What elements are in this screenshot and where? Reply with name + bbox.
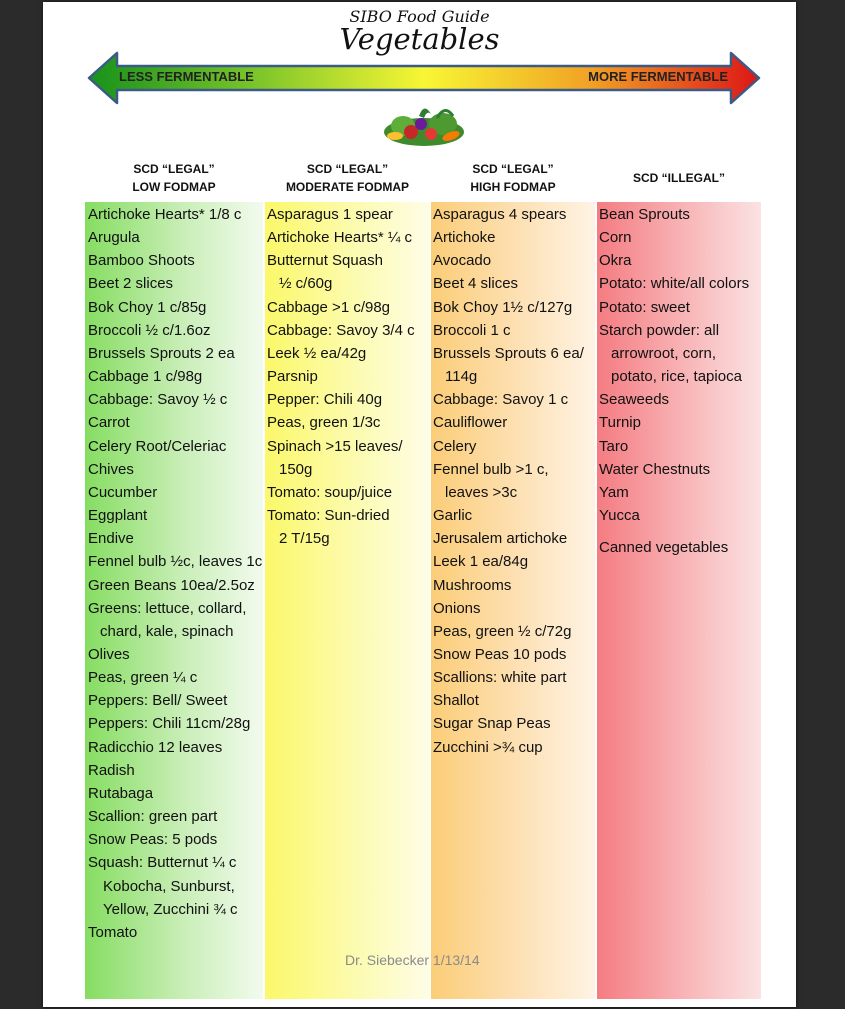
list-item: Onions — [433, 599, 481, 617]
list-item: Starch powder: all — [599, 321, 720, 339]
heading-line: LOW FODMAP — [132, 180, 216, 194]
list-item: Rutabaga — [88, 784, 154, 802]
list-item: Asparagus 1 spear — [267, 206, 393, 223]
author-credit: Dr. Siebecker 1/13/14 — [345, 952, 480, 968]
list-item: Artichoke — [433, 229, 496, 247]
list-item: Squash: Butternut ¼ c — [88, 854, 237, 872]
list-item: Pepper: Chili 40g — [267, 391, 383, 409]
list-item: Potato: sweet — [599, 298, 690, 316]
list-item: Seaweeds — [599, 391, 670, 409]
moderate-fodmap-heading — [265, 160, 430, 196]
list-item: Taro — [599, 437, 629, 455]
list-item: Snow Peas 10 pods — [433, 645, 567, 663]
list-item: Broccoli 1 c — [433, 321, 511, 339]
list-item: Artichoke Hearts* 1/8 c — [88, 206, 242, 223]
list-item: Cabbage: Savoy 3/4 c — [267, 321, 415, 339]
heading-line: SCD “ILLEGAL” — [633, 171, 725, 185]
list-item: Celery — [433, 437, 477, 455]
list-item: chard, kale, spinach — [100, 622, 234, 640]
list-item: Radicchio 12 leaves — [88, 738, 223, 756]
list-item: leaves >3c — [445, 483, 518, 501]
list-item: Brussels Sprouts 6 ea/ — [433, 344, 584, 362]
heading-line: MODERATE FODMAP — [285, 180, 410, 194]
list-item: Butternut Squash — [267, 252, 383, 270]
list-item: Yam — [599, 483, 629, 501]
list-item: Jerusalem artichoke — [433, 530, 568, 548]
list-item: Turnip — [599, 414, 641, 432]
list-item: Tomato — [88, 923, 138, 941]
list-item: potato, rice, tapioca — [611, 368, 742, 386]
heading-line: SCD “LEGAL” — [472, 162, 554, 176]
list-item: Artichoke Hearts* ¼ c — [267, 229, 413, 247]
list-item: Green Beans 10ea/2.5oz — [88, 576, 255, 594]
list-item: Cucumber — [88, 483, 158, 501]
vegetables-illustration-icon — [381, 98, 467, 150]
list-item: Avocado — [433, 252, 492, 270]
list-item: Snow Peas: 5 pods — [88, 831, 218, 849]
list-item: 114g — [445, 368, 478, 386]
list-item: Greens: lettuce, collard, — [88, 599, 247, 617]
list-item: Celery Root/Celeriac — [88, 437, 227, 455]
moderate-fodmap-list — [267, 203, 415, 550]
list-item: Tomato: soup/juice — [267, 483, 393, 501]
illegal-heading — [597, 169, 761, 187]
list-item: Peas, green 1/3c — [267, 414, 381, 432]
list-item: Brussels Sprouts 2 ea — [88, 344, 235, 362]
list-item: Olives — [88, 645, 130, 663]
list-item: Spinach >15 leaves/ — [267, 437, 403, 455]
list-item: Garlic — [433, 507, 473, 525]
list-item: Bean Sprouts — [599, 206, 690, 223]
list-item: Cabbage 1 c/98g — [88, 368, 203, 386]
list-item: Okra — [599, 252, 632, 270]
list-item: Peppers: Chili 11cm/28g — [88, 715, 251, 733]
list-item: Peas, green ¼ c — [88, 669, 198, 687]
list-item: Leek 1 ea/84g — [433, 553, 529, 571]
list-item: Shallot — [433, 692, 479, 710]
high-fodmap-heading — [431, 160, 595, 196]
list-item: Radish — [88, 761, 135, 779]
list-item: Cabbage: Savoy ½ c — [88, 391, 228, 409]
low-fodmap-list — [88, 203, 262, 944]
list-item: Arugula — [88, 229, 140, 247]
list-item: Corn — [599, 229, 632, 247]
list-item: Leek ½ ea/42g — [267, 344, 367, 362]
list-item: arrowroot, corn, — [611, 344, 717, 362]
list-item: Chives — [88, 460, 134, 478]
list-item: Cabbage: Savoy 1 c — [433, 391, 569, 409]
list-item: Carrot — [88, 414, 130, 432]
heading-line: HIGH FODMAP — [470, 180, 556, 194]
low-fodmap-heading — [85, 160, 263, 196]
list-item: ½ c/60g — [279, 275, 333, 293]
list-item: Peppers: Bell/ Sweet — [88, 692, 228, 710]
list-item: Yellow, Zucchini ¾ c — [103, 900, 238, 918]
list-item: Kobocha, Sunburst, — [103, 877, 235, 895]
list-item: 150g — [279, 460, 313, 478]
list-item: Beet 4 slices — [433, 275, 519, 293]
list-item: Eggplant — [88, 507, 148, 525]
list-item: Tomato: Sun-dried — [267, 507, 390, 525]
list-item: Cabbage >1 c/98g — [267, 298, 391, 316]
list-item: Scallions: white part — [433, 669, 567, 687]
list-item: Zucchini >¾ cup — [433, 738, 543, 756]
list-item: Endive — [88, 530, 134, 548]
list-item: Water Chestnuts — [599, 460, 711, 478]
less-fermentable-label: LESS FERMENTABLE — [119, 69, 254, 84]
list-item: Potato: white/all colors — [599, 275, 750, 293]
list-item: Canned vegetables — [599, 539, 729, 557]
heading-line: SCD “LEGAL” — [306, 162, 389, 176]
list-item: 2 T/15g — [279, 530, 330, 548]
list-item: Beet 2 slices — [88, 275, 174, 293]
list-item: Peas, green ½ c/72g — [433, 622, 572, 640]
illegal-list — [599, 203, 749, 559]
list-item: Cauliflower — [433, 414, 508, 432]
list-item: Sugar Snap Peas — [433, 715, 551, 733]
list-item: Fennel bulb ½c, leaves 1c — [88, 553, 263, 571]
page-title: Vegetables — [339, 22, 500, 56]
guide-subtitle: SIBO Food Guide — [349, 7, 490, 26]
list-item: Mushrooms — [433, 576, 512, 594]
list-item: Bok Choy 1 c/85g — [88, 298, 207, 316]
list-item: Asparagus 4 spears — [433, 206, 567, 223]
document-page — [43, 2, 796, 1007]
list-item: Yucca — [599, 507, 640, 525]
list-item: Bok Choy 1½ c/127g — [433, 298, 573, 316]
high-fodmap-list — [433, 203, 584, 759]
list-item: Parsnip — [267, 368, 318, 386]
list-item: Scallion: green part — [88, 808, 218, 826]
heading-line: SCD “LEGAL” — [133, 162, 215, 176]
list-item: Fennel bulb >1 c, — [433, 460, 549, 478]
list-item: Broccoli ½ c/1.6oz — [88, 321, 211, 339]
more-fermentable-label: MORE FERMENTABLE — [588, 69, 728, 84]
list-item: Bamboo Shoots — [88, 252, 195, 270]
